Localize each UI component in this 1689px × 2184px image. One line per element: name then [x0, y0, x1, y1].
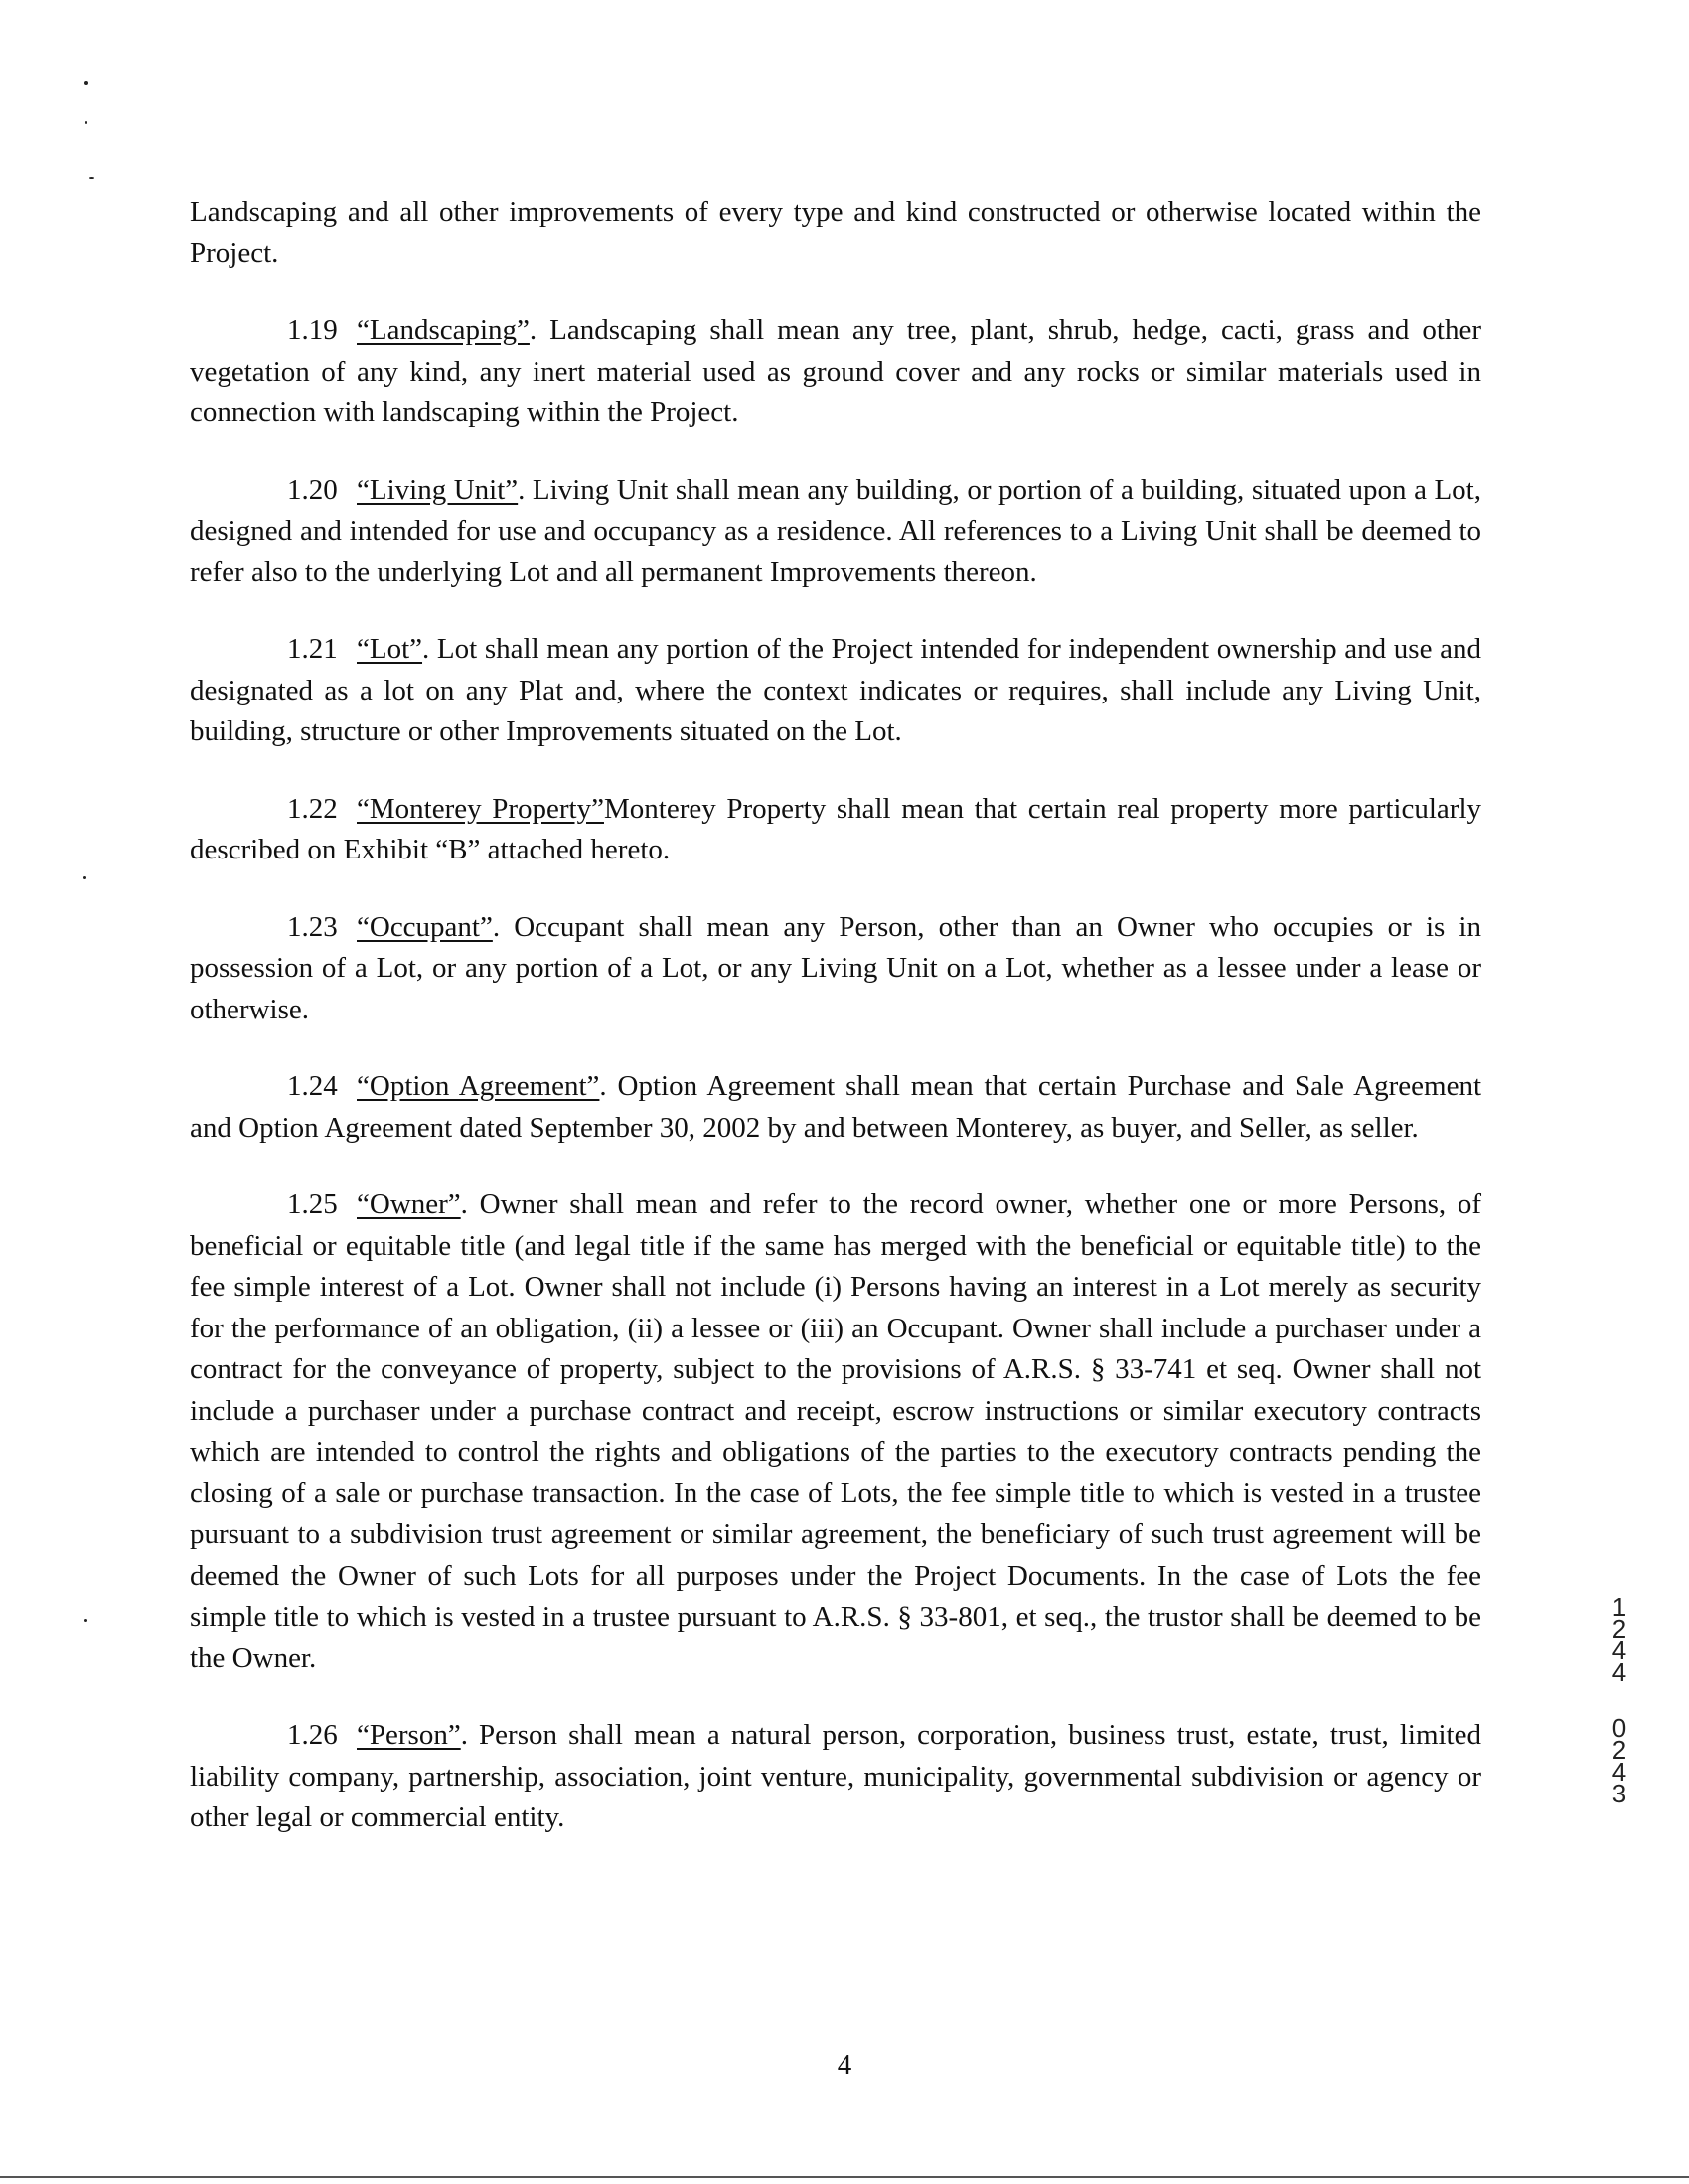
section-number: 1.20 — [287, 473, 338, 506]
defined-term: “Owner” — [357, 1188, 461, 1220]
section-text: . Lot shall mean any portion of the Project intended for independent ownership and use and designated as a lot on any Plat and, where the context indicates or requires, shall include any Living Unit, building, structure or other Improvements situated on the Lot. — [190, 633, 1481, 747]
section-number: 1.25 — [287, 1188, 338, 1220]
section-1-25 — [190, 1184, 1481, 1679]
scan-speck — [85, 121, 87, 124]
section-1-21 — [190, 629, 1481, 753]
scan-speck — [89, 177, 94, 179]
stamp-digit: 4 — [1612, 1757, 1627, 1787]
section-1-22 — [190, 789, 1481, 871]
recording-stamp — [1608, 1592, 1631, 1808]
stamp-digit: 0 — [1612, 1713, 1627, 1743]
section-1-20 — [190, 470, 1481, 594]
page-number: 4 — [837, 2049, 852, 2081]
section-text: . Living Unit shall mean any building, or portion of a building, situated upon a Lot, designed and intended for use and occupancy as a residence. All references to a Living Unit shall be deemed to refer also to the underlying Lot and all permanent Improvements thereon. — [190, 473, 1481, 588]
section-number: 1.23 — [287, 910, 338, 943]
section-number: 1.24 — [287, 1070, 338, 1102]
section-number: 1.22 — [287, 792, 338, 825]
section-text: . Person shall mean a natural person, corporation, business trust, estate, trust, limited liability company, partnership, association, joint venture, municipality, governmental subdivision or agency or other legal or commercial entity. — [190, 1719, 1481, 1833]
defined-term: “Monterey Property” — [357, 792, 604, 825]
scan-speck — [84, 1619, 87, 1622]
stamp-digit: 1 — [1612, 1592, 1627, 1622]
stamp-digit: 3 — [1612, 1779, 1627, 1808]
section-number: 1.19 — [287, 314, 338, 346]
section-1-19 — [190, 310, 1481, 434]
section-1-23 — [190, 907, 1481, 1031]
stamp-digit: 4 — [1612, 1636, 1627, 1665]
stamp-digit: 2 — [1612, 1735, 1627, 1765]
document-body — [190, 192, 1481, 1875]
stamp-digit: 4 — [1612, 1657, 1627, 1687]
section-text: Monterey Property shall mean that certain real property more particularly described on Exhibit “B” attached hereto. — [190, 792, 1481, 865]
defined-term: “Lot” — [357, 633, 423, 665]
scan-speck — [84, 81, 88, 85]
intro-paragraph: Landscaping and all other improvements of every type and kind constructed or otherwise located within the Project. — [190, 196, 1481, 269]
section-text: . Landscaping shall mean any tree, plant, shrub, hedge, cacti, grass and other vegetation of any kind, any inert material used as ground cover and any rocks or similar materials used in connection with landscaping within the Project. — [190, 314, 1481, 428]
defined-term: “Occupant” — [357, 910, 493, 943]
defined-term: “Landscaping” — [357, 314, 530, 346]
section-number: 1.21 — [287, 633, 338, 665]
scan-speck — [83, 876, 86, 879]
section-text: . Option Agreement shall mean that certain Purchase and Sale Agreement and Option Agreement dated September 30, 2002 by and between Monterey, as buyer, and Seller, as seller. — [190, 1070, 1481, 1144]
defined-term: “Person” — [357, 1719, 461, 1751]
stamp-gap — [1608, 1683, 1631, 1717]
defined-term: “Living Unit” — [357, 473, 519, 506]
stamp-digit: 2 — [1612, 1614, 1627, 1643]
section-text: . Occupant shall mean any Person, other than an Owner who occupies or is in possession of a Lot, or any portion of a Lot, or any Living Unit on a Lot, whether as a lessee under a lease or otherwise. — [190, 910, 1481, 1025]
section-number: 1.26 — [287, 1719, 338, 1751]
section-1-24 — [190, 1066, 1481, 1149]
scan-edge-line — [0, 2176, 1689, 2178]
section-text: . Owner shall mean and refer to the record owner, whether one or more Persons, of beneficial or equitable title (and legal title if the same has merged with the beneficial or equitable title) to the fee simple interest of a Lot. Owner shall not include (i) Persons having an interest in a Lot merely as security for the performance of an obligation, (ii) a lessee or (iii) an Occupant. Owner shall include a purchaser under a contract for the conveyance of property, subject to the provisions of A.R.S. § 33-741 et seq. Owner shall not include a purchaser under a purchase contract and receipt, escrow instructions or similar executory contracts which are intended to control the rights and obligations of the parties to the executory contracts pending the closing of a sale or purchase transaction. In the case of Lots, the fee simple title to which is vested in a trustee pursuant to a subdivision trust agreement or similar agreement, the beneficiary of such trust agreement will be deemed the Owner of such Lots for all purposes under the Project Documents. In the case of Lots the fee simple title to which is vested in a trustee pursuant to A.R.S. § 33-801, et seq., the trustor shall be deemed to be the Owner. — [190, 1188, 1481, 1674]
section-1-26 — [190, 1715, 1481, 1839]
defined-term: “Option Agreement” — [357, 1070, 600, 1102]
